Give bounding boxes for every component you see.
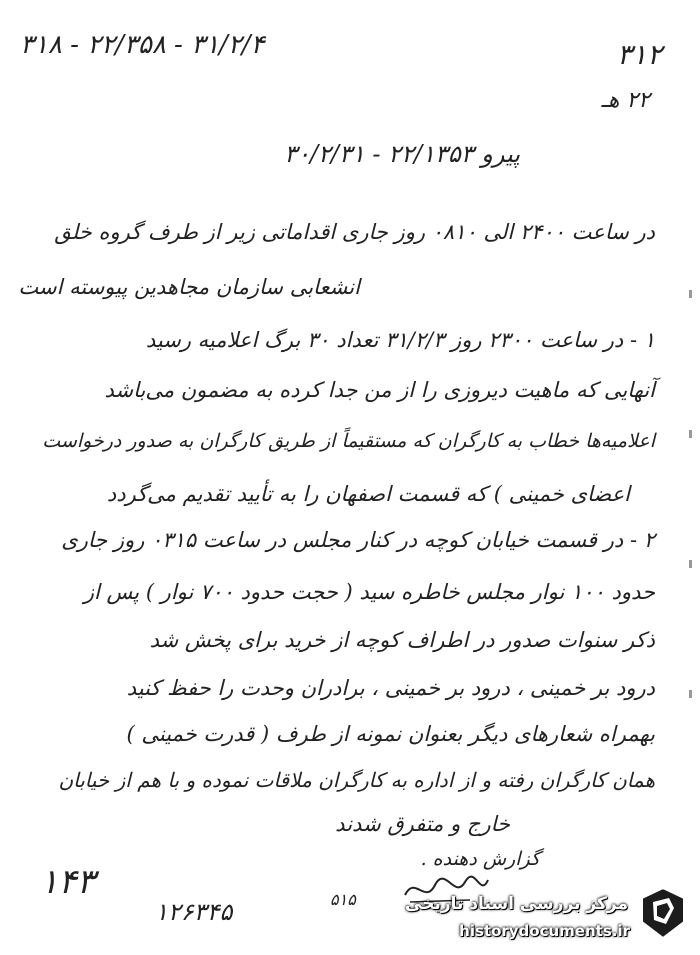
margin-mark (689, 690, 692, 698)
page-subnumber: ۲۲ هـ (601, 88, 650, 113)
body-line: ذکر سنوات صدور در اطراف کوچه از خرید برای پخش شد (149, 628, 655, 652)
body-line: گزارش دهنده . (420, 848, 540, 870)
margin-mark (689, 560, 692, 568)
body-line: در ساعت ۲۴۰۰ الی ۰۸۱۰ روز جاری اقداماتی زیر از طرف گروه خلق (54, 220, 655, 244)
body-line: خارج و متفرق شدند (335, 812, 510, 836)
margin-mark (689, 430, 692, 438)
watermark (405, 878, 700, 955)
watermark-url: historydocuments.ir (459, 922, 630, 940)
footer-middle-number: ۱۲۶۳۴۵ (155, 898, 233, 926)
body-line: حدود ۱۰۰ نوار مجلس خاطره سید ( حجت حدود ۷۰۰ نوار ) پس از (83, 580, 655, 604)
watermark-title: مرکز بررسی اسناد تاریخی (405, 894, 628, 914)
body-line: بهمراه شعارهای دیگر بعنوان نمونه از طرف ( قدرت خمینی ) (126, 722, 655, 746)
body-line: اعضای خمینی ) که قسمت اصفهان را به تأیید تقدیم می‌گردد (106, 482, 630, 506)
body-line: انشعابی سازمان مجاهدین پیوسته است (18, 275, 360, 299)
footer-left-number: ۱۴۳ (40, 862, 95, 902)
body-line: ۲ ‑ در قسمت خیابان کوچه در کنار مجلس در ساعت ۰۳۱۵ روز جاری (61, 528, 655, 552)
top-reference: ۳۱۸ ‑ ۲۲/۳۵۸ ‑ ۳۱/۲/۴ (20, 30, 265, 60)
page-number: ۳۱۲ (616, 38, 662, 71)
center-logo-icon (636, 884, 690, 942)
body-line: درود بر خمینی ، درود بر خمینی ، برادران وحدت را حفظ کنید (126, 676, 655, 700)
body-line: ۱ ‑ در ساعت ۲۳۰۰ روز ۳۱/۲/۳ تعداد ۳۰ برگ اعلامیه رسید (145, 328, 655, 352)
footer-small-number: ۵۱۵ (330, 890, 356, 909)
body-line: آنهایی که ماهیت دیروزی را از من جدا کرده به مضمون می‌باشد (104, 378, 655, 402)
body-line: اعلامیه‌ها خطاب به کارگران که مستقیماً از طریق کارگران به صدور درخواست (42, 430, 655, 452)
subject-line: پیرو ۲۲/۱۳۵۳ ‑ ۳۰/۲/۳۱ (284, 140, 520, 168)
body-line: همان کارگران رفته و از اداره به کارگران ملاقات نموده و با هم از خیابان (58, 768, 655, 792)
margin-mark (689, 290, 692, 298)
